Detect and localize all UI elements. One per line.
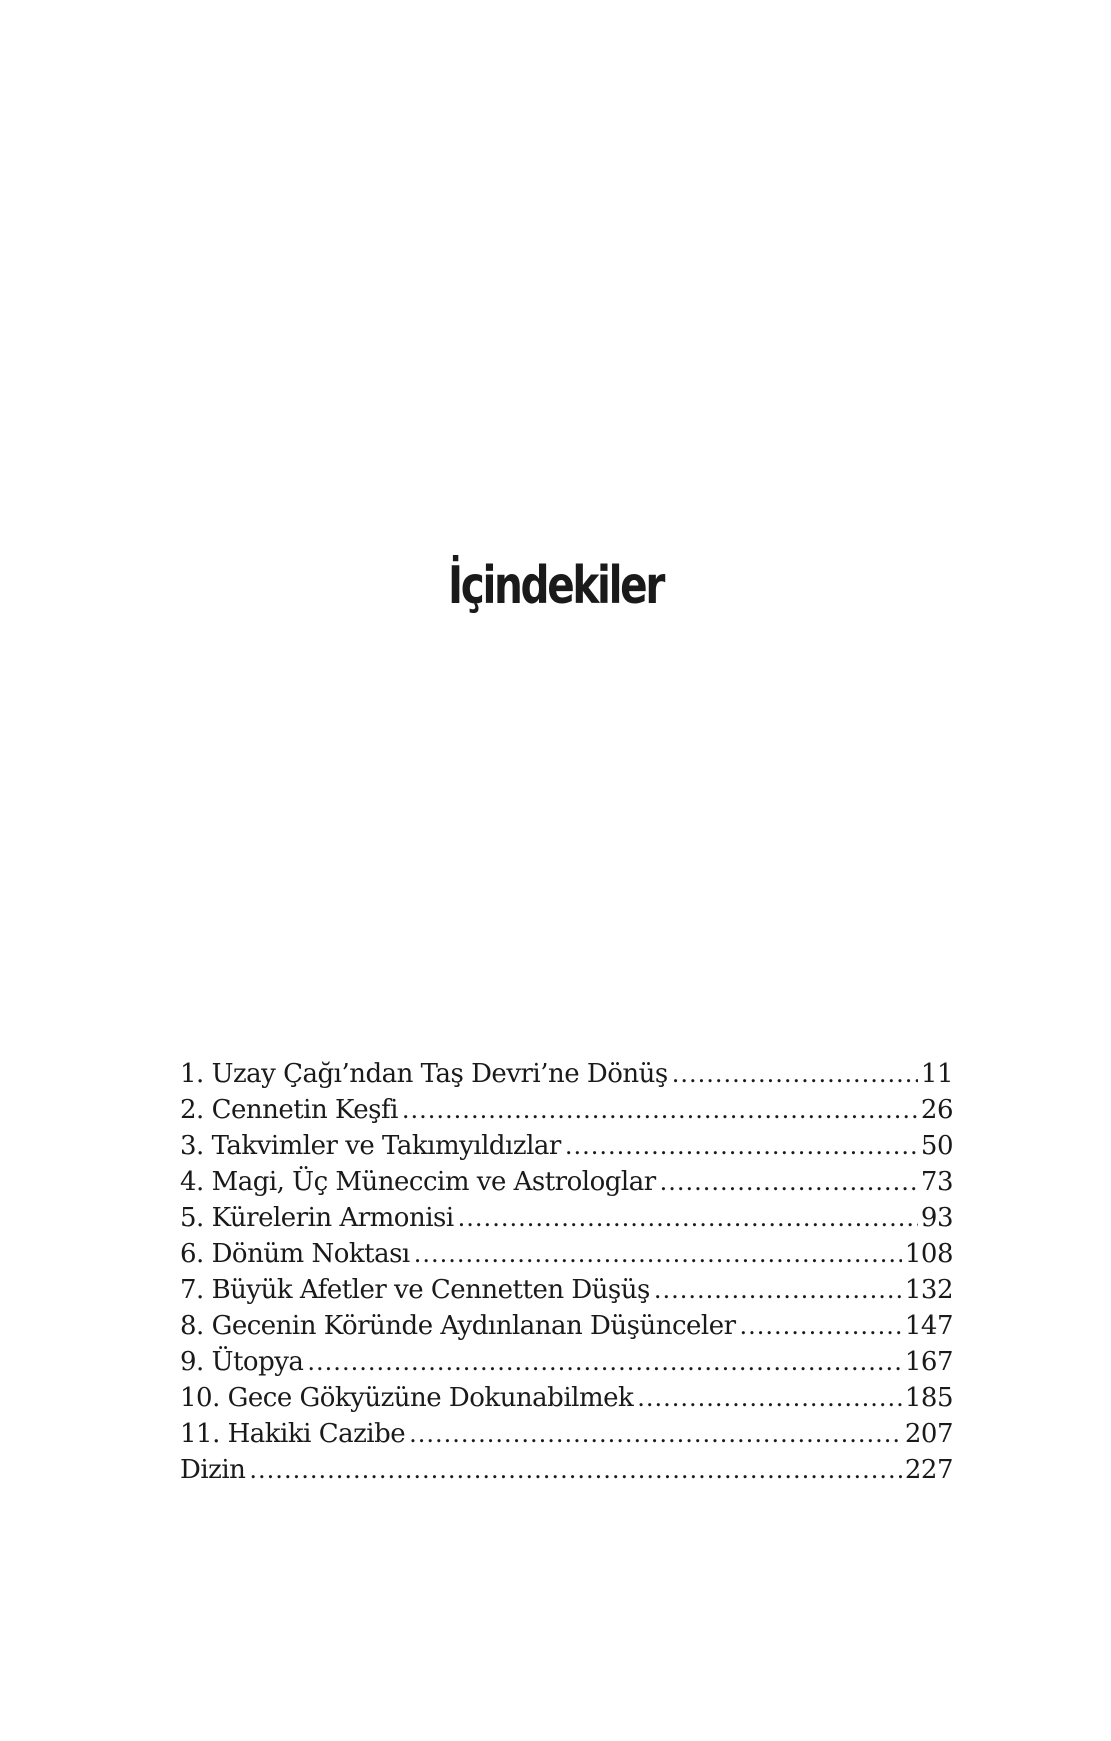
toc-page-number: 108 [904, 1239, 953, 1269]
page-title: İçindekiler [447, 556, 664, 616]
toc-dot-leader [672, 1056, 918, 1092]
toc-entry-title: 5. Kürelerin Armonisi [180, 1203, 454, 1233]
toc-entry-title: 1. Uzay Çağı’ndan Taş Devri’ne Dönüş [180, 1059, 668, 1089]
toc-dot-leader [414, 1236, 902, 1272]
toc-entry-title: 9. Ütopya [180, 1347, 304, 1377]
toc-dot-leader [249, 1452, 901, 1488]
toc-entry-title: 11. Hakiki Cazibe [180, 1419, 406, 1449]
toc-entry [180, 1164, 953, 1200]
toc-entry [180, 1308, 953, 1344]
toc-entry [180, 1452, 953, 1488]
toc-entry-title: 10. Gece Gökyüzüne Dokunabilmek [180, 1383, 634, 1413]
toc-dot-leader [402, 1092, 918, 1128]
toc-entry [180, 1128, 953, 1164]
toc-entry [180, 1380, 953, 1416]
toc-dot-leader [458, 1200, 918, 1236]
toc-page-number: 207 [904, 1419, 953, 1449]
toc-entry [180, 1200, 953, 1236]
toc-page-number: 147 [904, 1311, 953, 1341]
toc-page-number: 227 [904, 1455, 953, 1485]
toc-dot-leader [637, 1380, 902, 1416]
toc-dot-leader [654, 1272, 902, 1308]
toc-entry [180, 1092, 953, 1128]
toc-page-number: 185 [904, 1383, 953, 1413]
toc-entry [180, 1344, 953, 1380]
toc-entry-title: 2. Cennetin Keşfi [180, 1095, 398, 1125]
toc-page-number: 132 [904, 1275, 953, 1305]
toc-entry-title: Dizin [180, 1455, 246, 1485]
toc-entry-title: 3. Takvimler ve Takımyıldızlar [180, 1131, 561, 1161]
toc-page-number: 167 [904, 1347, 953, 1377]
toc-dot-leader [740, 1308, 902, 1344]
toc-entry [180, 1272, 953, 1308]
toc-entry-title: 8. Gecenin Köründe Aydınlanan Düşünceler [180, 1311, 736, 1341]
toc-page-number: 11 [920, 1059, 953, 1089]
toc-dot-leader [307, 1344, 901, 1380]
toc-entry-title: 4. Magi, Üç Müneccim ve Astrologlar [180, 1167, 656, 1197]
toc-dot-leader [409, 1416, 902, 1452]
toc-entry [180, 1056, 953, 1092]
toc-page-number: 26 [920, 1095, 953, 1125]
toc-entry-title: 6. Dönüm Noktası [180, 1239, 410, 1269]
toc-dot-leader [565, 1128, 918, 1164]
toc-page-number: 50 [920, 1131, 953, 1161]
toc-page-number: 93 [920, 1203, 953, 1233]
toc-dot-leader [660, 1164, 918, 1200]
toc-entry-title: 7. Büyük Afetler ve Cennetten Düşüş [180, 1275, 650, 1305]
toc-page-number: 73 [920, 1167, 953, 1197]
toc-entry [180, 1236, 953, 1272]
table-of-contents [180, 1056, 953, 1488]
toc-entry [180, 1416, 953, 1452]
